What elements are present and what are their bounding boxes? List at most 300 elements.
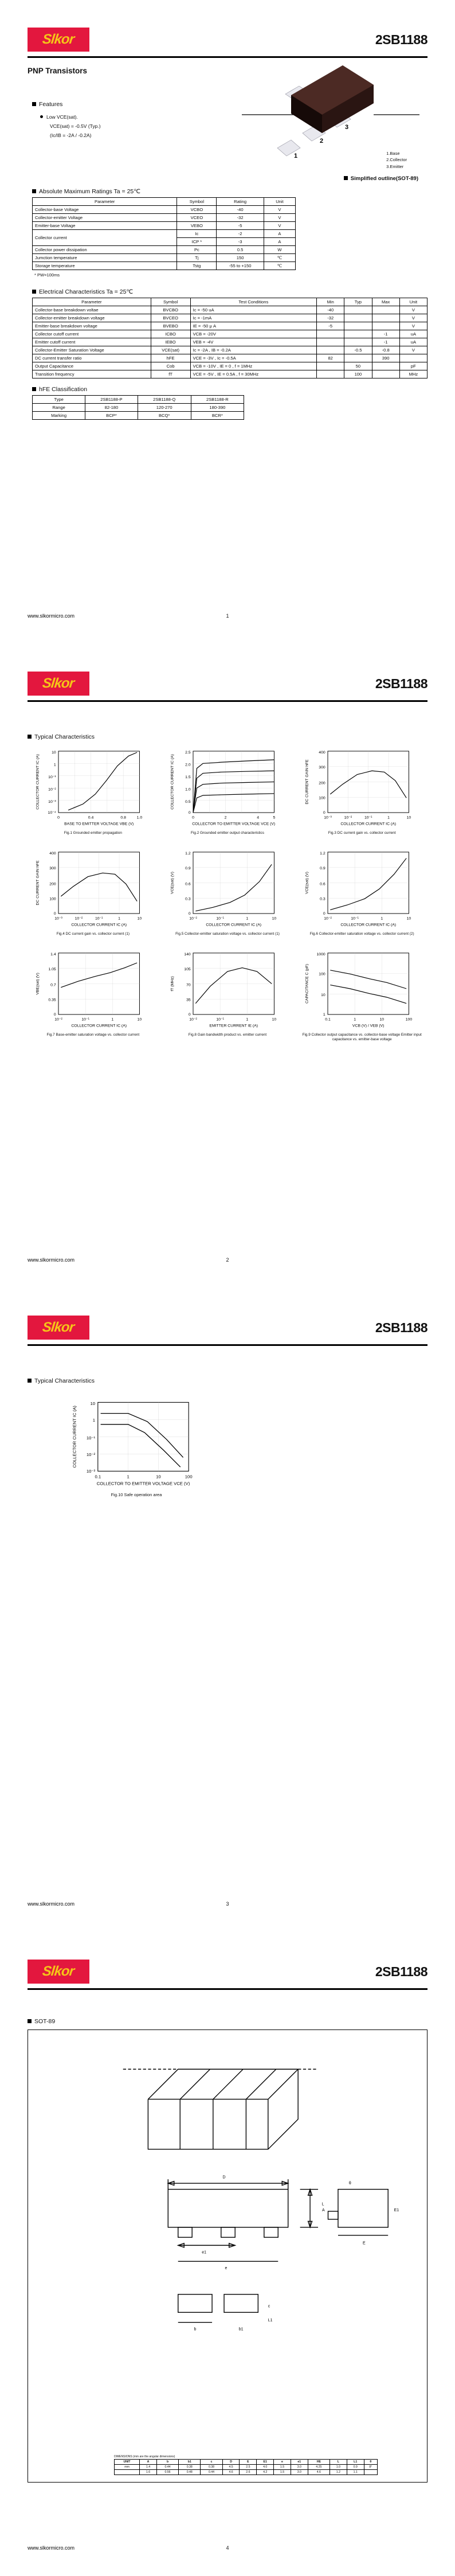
cell-value: 2SB1188-Q (138, 396, 191, 404)
svg-text:10⁻³: 10⁻³ (48, 799, 57, 804)
svg-text:1: 1 (111, 1017, 114, 1022)
svg-text:1.0: 1.0 (136, 815, 143, 820)
cell-min: 82 (317, 354, 344, 362)
cell-conditions: Ic = -50 uA (190, 306, 316, 314)
typical-heading-row (28, 1377, 427, 1384)
svg-text:10⁻²: 10⁻² (48, 787, 57, 792)
table-header-row (33, 298, 427, 306)
dim-cell: 0.44 (156, 2465, 178, 2470)
svg-text:EMITTER CURRENT IE (A): EMITTER CURRENT IE (A) (209, 1024, 258, 1028)
col-min: Min (317, 298, 344, 306)
cell-rating: 150 (217, 254, 264, 262)
table-row (33, 404, 244, 412)
svg-text:1: 1 (353, 1017, 356, 1022)
cell-parameter: Emitter-base breakdown voltage (33, 322, 151, 330)
cell-rating: -32 (217, 214, 264, 222)
cell-typ (344, 314, 372, 322)
cell-label: Marking (33, 412, 85, 420)
svg-text:fT (MHz): fT (MHz) (170, 976, 175, 992)
svg-text:35: 35 (186, 998, 191, 1002)
chart-fig2 (162, 744, 293, 844)
bullet-square-icon (28, 2019, 32, 2023)
hfe-classification-table (32, 395, 244, 420)
cell-value: 120-270 (138, 404, 191, 412)
chart-fig3 (296, 744, 427, 844)
simplified-outline-label: Simplified outline(SOT-89) (350, 175, 418, 182)
cell-value: BCQ* (138, 412, 191, 420)
cell-symbol: Ic (177, 230, 217, 238)
dim-col-c: c (201, 2460, 222, 2465)
svg-text:1: 1 (118, 916, 121, 921)
svg-text:1.2: 1.2 (319, 852, 325, 856)
svg-text:2.5: 2.5 (185, 751, 191, 755)
page-2 (0, 644, 455, 1288)
cell-parameter: Storage temperature (33, 262, 177, 270)
table-row (33, 370, 427, 378)
cell-min (317, 346, 344, 354)
bullet-square-icon (32, 189, 36, 193)
svg-text:140: 140 (184, 953, 191, 957)
cell-min (317, 338, 344, 346)
svg-text:VCE(sat) (V): VCE(sat) (V) (305, 872, 309, 894)
svg-text:100: 100 (318, 796, 325, 801)
svg-text:0.3: 0.3 (185, 897, 191, 901)
svg-text:200: 200 (49, 882, 57, 887)
svg-text:10: 10 (406, 916, 411, 921)
bullet-square-icon (32, 387, 36, 391)
col-unit: Unit (264, 198, 295, 206)
svg-text:0.7: 0.7 (50, 983, 57, 988)
dim-cell: 4.0 (257, 2465, 274, 2470)
abs-max-section (32, 188, 296, 283)
brand-logo (28, 672, 89, 696)
sot89-outline-section (28, 2018, 427, 2483)
svg-text:0.6: 0.6 (185, 882, 191, 887)
svg-text:70: 70 (186, 983, 191, 988)
abs-max-heading-row (32, 188, 296, 195)
svg-text:1: 1 (246, 1017, 249, 1022)
cell-unit: A (264, 230, 295, 238)
svg-text:4: 4 (257, 815, 260, 820)
brand-logo (28, 1316, 89, 1340)
svg-text:0.35: 0.35 (48, 998, 57, 1002)
feature-text: Low VCE(sat). (46, 114, 78, 120)
svg-text:b1: b1 (238, 2327, 244, 2332)
cell-typ: -0.5 (344, 346, 372, 354)
cell-value: BCP* (85, 412, 138, 420)
cell-conditions: VCE = -5V , IE = 0.5A , f = 30MHz (190, 370, 316, 378)
bullet-dot-icon (40, 115, 43, 118)
page-header (28, 672, 427, 707)
svg-text:105: 105 (184, 967, 191, 971)
fig9-plot (300, 946, 425, 1032)
cell-symbol: Tj (177, 254, 217, 262)
cell-unit: V (399, 346, 427, 354)
typical-heading-row (28, 733, 427, 740)
pin-3: 3.Emitter (386, 163, 404, 169)
svg-text:1: 1 (246, 916, 249, 921)
dim-cell: 1.5 (274, 2465, 291, 2470)
fig6-plot (300, 845, 425, 931)
pin-1: 1.Base (386, 151, 400, 156)
header-rule (28, 700, 427, 702)
features-list (40, 112, 204, 140)
svg-text:10⁻⁴: 10⁻⁴ (48, 811, 57, 815)
cell-parameter: Collector-emitter breakdown voltage (33, 314, 151, 322)
cell-symbol: fT (151, 370, 190, 378)
page-footer (28, 613, 427, 619)
svg-text:10: 10 (137, 916, 142, 921)
svg-text:COLLECTOR CURRENT IC (A): COLLECTOR CURRENT IC (A) (206, 923, 262, 927)
page-3 (0, 1288, 455, 1932)
footer-url[interactable]: www.slkormicro.com (28, 1901, 75, 1907)
svg-text:e: e (225, 2266, 227, 2271)
dim-col-HE: HE (308, 2460, 330, 2465)
cell-unit: MHz (399, 370, 427, 378)
svg-text:0: 0 (57, 815, 60, 820)
page-header (28, 1316, 427, 1351)
svg-text:10: 10 (406, 815, 411, 820)
cell-min (317, 362, 344, 370)
cell-min: -40 (317, 306, 344, 314)
cell-parameter: Collector-emitter Voltage (33, 214, 177, 222)
cell-unit: V (264, 222, 295, 230)
dim-col-b1: b1 (179, 2460, 201, 2465)
cell-unit: ℃ (264, 262, 295, 270)
cell-typ (344, 330, 372, 338)
dim-cell: 4.25 (308, 2465, 330, 2470)
footer-page-number: 3 (226, 1901, 229, 1907)
pin-assignment-list (386, 150, 407, 170)
svg-text:COLLECTOR CURRENT IC (A): COLLECTOR CURRENT IC (A) (71, 923, 127, 927)
cell-unit: V (264, 206, 295, 214)
page-title: PNP Transistors (28, 67, 88, 75)
elec-heading-row (32, 288, 427, 295)
svg-text:E: E (362, 2241, 366, 2246)
cell-conditions: VCB = -20V (190, 330, 316, 338)
fig10-plot (68, 1394, 205, 1491)
svg-text:DC CURRENT GAIN hFE: DC CURRENT GAIN hFE (36, 860, 41, 905)
svg-text:10: 10 (379, 1017, 384, 1022)
svg-text:10⁻¹: 10⁻¹ (216, 1017, 224, 1022)
svg-text:1.5: 1.5 (185, 775, 191, 779)
fig9-caption: Fig.9 Collector output capacitance vs. collector-base voltage Emitter input capacitance vs. emitter-base voltage (302, 1033, 422, 1041)
svg-text:0: 0 (323, 912, 325, 916)
cell-rating: -40 (217, 206, 264, 214)
svg-text:10⁻¹: 10⁻¹ (216, 916, 224, 921)
svg-text:100: 100 (49, 897, 57, 901)
cell-unit: A (264, 238, 295, 246)
electrical-table-body (33, 306, 427, 378)
table-row (115, 2465, 378, 2470)
cell-typ (344, 306, 372, 314)
cell-rating: -5 (217, 222, 264, 230)
table-row (33, 230, 296, 238)
cell-rating: 0.5 (217, 246, 264, 254)
cell-parameter: Collector cutoff current (33, 330, 151, 338)
sot89-mechanical-drawing (28, 2036, 428, 2403)
svg-text:300: 300 (318, 765, 325, 770)
svg-text:0.3: 0.3 (319, 897, 325, 901)
cell-symbol: VCBO (177, 206, 217, 214)
cell-conditions: Ic = -2A , IB = -0.2A (190, 346, 316, 354)
bullet-square-icon (28, 735, 32, 739)
fig7-caption: Fig.7 Base-emitter saturation voltage vs. collector current (46, 1033, 140, 1037)
dim-cell: 1.2 (330, 2470, 347, 2475)
bullet-square-icon (28, 1379, 32, 1383)
svg-text:10: 10 (272, 1017, 277, 1022)
svg-text:D: D (222, 2175, 226, 2180)
fig4-caption: Fig.4 DC current gain vs. collector current (1) (56, 932, 130, 936)
svg-text:0: 0 (54, 912, 57, 916)
dim-cell: 0.44 (201, 2470, 222, 2475)
fig3-caption: Fig.3 DC current gain vs. collector current (328, 831, 396, 835)
cell-symbol: BVEBO (151, 322, 190, 330)
table-row (33, 246, 296, 254)
table-row (33, 354, 427, 362)
cell-unit: V (399, 314, 427, 322)
dim-cell: 1.4 (140, 2465, 157, 2470)
table-row (33, 362, 427, 370)
fig5-caption: Fig.5 Collector-emitter saturation voltage vs. collector current (1) (175, 932, 280, 936)
svg-text:COLLECTOR TO EMITTER VOLTAGE: COLLECTOR TO EMITTER VOLTAGE VCE (V) (96, 1481, 190, 1486)
svg-text:10⁻¹: 10⁻¹ (48, 775, 57, 779)
fig10-caption: Fig.10 Safe operation area (111, 1492, 162, 1497)
typical-characteristics-section-2 (28, 1377, 427, 1505)
table-row (33, 262, 296, 270)
svg-text:0: 0 (192, 815, 194, 820)
fig1-plot (30, 744, 155, 830)
svg-text:100: 100 (405, 1017, 412, 1022)
footer-page-number: 4 (226, 2545, 229, 2551)
col-parameter: Parameter (33, 198, 177, 206)
svg-text:100: 100 (185, 1474, 193, 1480)
svg-text:10⁻¹: 10⁻¹ (364, 815, 372, 820)
part-number: 2SB1188 (375, 676, 427, 691)
page-footer (28, 1901, 427, 1907)
dim-col-unit: UNIT (115, 2460, 140, 2465)
dim-col-e1: e1 (291, 2460, 308, 2465)
table-header-row (115, 2460, 378, 2465)
fig2-caption: Fig.2 Grounded emitter output characteristics (191, 831, 264, 835)
footer-page-number: 1 (226, 613, 229, 619)
cell-unit (399, 354, 427, 362)
svg-text:A: A (322, 2208, 325, 2213)
col-max: Max (372, 298, 399, 306)
svg-text:θ: θ (348, 2181, 351, 2185)
cell-rating: -2 (217, 230, 264, 238)
dim-col-b: b (156, 2460, 178, 2465)
cell-unit: W (264, 246, 295, 254)
svg-text:10⁻¹: 10⁻¹ (95, 916, 103, 921)
chart-fig7 (28, 946, 159, 1045)
mechanical-drawing-box (28, 2029, 427, 2483)
svg-text:200: 200 (318, 781, 325, 786)
dim-cell: 0.9 (347, 2465, 364, 2470)
dim-col-L1: L1 (347, 2460, 364, 2465)
cell-min: -5 (317, 322, 344, 330)
cell-parameter: Transition frequency (33, 370, 151, 378)
svg-text:10⁻³: 10⁻³ (86, 1468, 95, 1474)
footer-url[interactable]: www.slkormicro.com (28, 1257, 75, 1263)
page-4 (0, 1932, 455, 2576)
cell-parameter: DC current transfer ratio (33, 354, 151, 362)
svg-text:10⁻³: 10⁻³ (323, 815, 332, 820)
col-rating: Rating (217, 198, 264, 206)
fig6-caption: Fig.6 Collector-emitter saturation voltage vs. collector current (2) (309, 932, 414, 936)
svg-text:b: b (194, 2327, 197, 2332)
table-row (33, 412, 244, 420)
cell-symbol: Cob (151, 362, 190, 370)
cell-unit: pF (399, 362, 427, 370)
cell-symbol: ICBO (151, 330, 190, 338)
cell-symbol: IEBO (151, 338, 190, 346)
cell-typ (344, 338, 372, 346)
cell-rating: -55 to +150 (217, 262, 264, 270)
cell-conditions: VCE = -3V , Ic = -0.5A (190, 354, 316, 362)
svg-text:0: 0 (54, 1013, 57, 1017)
svg-text:0: 0 (188, 1013, 191, 1017)
footer-url[interactable]: www.slkormicro.com (28, 613, 75, 619)
svg-text:300: 300 (49, 866, 57, 871)
page-1 (0, 0, 455, 644)
svg-text:BASE TO EMITTER VOLTAGE VBE (: BASE TO EMITTER VOLTAGE VBE (V) (64, 822, 134, 826)
cell-symbol: BVCBO (151, 306, 190, 314)
header-rule (28, 56, 427, 58)
cell-symbol: BVCEO (151, 314, 190, 322)
brand-logo-text: Slkor (42, 676, 75, 691)
cell-typ (344, 354, 372, 362)
svg-text:10⁻²: 10⁻² (189, 1017, 197, 1022)
col-symbol: Symbol (177, 198, 217, 206)
svg-text:10: 10 (52, 751, 57, 755)
svg-text:5: 5 (273, 815, 276, 820)
svg-text:0.1: 0.1 (95, 1474, 101, 1480)
cell-conditions: IE = -50 μ A (190, 322, 316, 330)
svg-text:1: 1 (323, 1013, 325, 1017)
electrical-characteristics-table (32, 298, 427, 378)
svg-text:0.8: 0.8 (120, 815, 127, 820)
brand-logo-text: Slkor (42, 32, 75, 47)
dim-col-theta: θ (364, 2460, 377, 2465)
svg-text:0.9: 0.9 (319, 866, 325, 871)
dim-col-E1: E1 (257, 2460, 274, 2465)
cell-symbol: VCEO (177, 214, 217, 222)
svg-text:L1: L1 (268, 2318, 273, 2323)
svg-text:CAPACITANCE C (pF): CAPACITANCE C (pF) (305, 963, 309, 1004)
svg-text:3: 3 (345, 124, 349, 131)
svg-text:COLLECTOR CURRENT IC (A): COLLECTOR CURRENT IC (A) (170, 754, 175, 810)
svg-text:10⁻²: 10⁻² (323, 916, 332, 921)
svg-text:0.5: 0.5 (185, 799, 191, 804)
cell-parameter: Emitter-base Voltage (33, 222, 177, 230)
simplified-outline-label-row (344, 175, 418, 182)
col-test-conditions: Test Conditions (190, 298, 316, 306)
dim-cell: 4.5 (222, 2465, 240, 2470)
svg-text:1: 1 (92, 1418, 95, 1423)
dim-cell: mm (115, 2465, 140, 2470)
features-heading-row (32, 101, 204, 108)
bullet-square-icon (32, 290, 36, 294)
page-header (28, 1960, 427, 1995)
dim-cell: 1.0 (330, 2465, 347, 2470)
cell-max: -1 (372, 330, 399, 338)
cell-parameter: Collector-base Voltage (33, 206, 177, 214)
dim-cell: 1.6 (140, 2470, 157, 2475)
electrical-characteristics-section (32, 288, 427, 378)
hfe-classification-section (32, 386, 244, 420)
chart-fig6 (296, 845, 427, 944)
svg-text:10: 10 (320, 993, 325, 997)
table-header-row (33, 198, 296, 206)
dim-col-E: E (240, 2460, 257, 2465)
features-heading: Features (39, 101, 63, 108)
dimensions-table-wrap (114, 2455, 378, 2475)
footer-url[interactable]: www.slkormicro.com (28, 2545, 75, 2551)
header-rule (28, 1344, 427, 1346)
sot89-heading: SOT-89 (34, 2018, 56, 2025)
chart-fig5 (162, 845, 293, 944)
cell-min (317, 330, 344, 338)
svg-text:1.0: 1.0 (185, 787, 191, 792)
svg-text:1: 1 (387, 815, 390, 820)
chart-fig1 (28, 744, 159, 844)
cell-label: Type (33, 396, 85, 404)
table-row (33, 206, 296, 214)
cell-parameter: Output Capacitance (33, 362, 151, 370)
svg-text:COLLECTOR CURRENT IC (A): COLLECTOR CURRENT IC (A) (36, 754, 41, 810)
dim-col-A: A (140, 2460, 157, 2465)
bullet-square-icon (32, 102, 36, 106)
svg-text:1: 1 (54, 763, 57, 767)
cell-min: -32 (317, 314, 344, 322)
svg-text:10: 10 (272, 916, 277, 921)
svg-text:10⁻³: 10⁻³ (54, 916, 63, 921)
svg-text:10: 10 (90, 1401, 95, 1407)
hfe-heading: hFE Classification (39, 386, 88, 393)
cell-parameter: Jumction temperature (33, 254, 177, 262)
svg-text:1: 1 (381, 916, 383, 921)
svg-text:L: L (321, 2202, 324, 2207)
cell-conditions: VCB = -10V , IE = 0 , f = 1MHz (190, 362, 316, 370)
svg-text:10⁻²: 10⁻² (189, 916, 197, 921)
cell-label: Range (33, 404, 85, 412)
dim-cell: 0.38 (201, 2465, 222, 2470)
cell-unit: V (399, 322, 427, 330)
table-row (33, 314, 427, 322)
cell-parameter: Collector power dissipation (33, 246, 177, 254)
cell-max: -1 (372, 338, 399, 346)
table-row (33, 254, 296, 262)
dim-cell: 2.5 (240, 2465, 257, 2470)
abs-max-heading: Absolute Maximum Ratings Ta = 25℃ (39, 188, 141, 195)
chart-fig4 (28, 845, 159, 944)
table-row (115, 2470, 378, 2475)
typical-heading: Typical Characteristics (34, 1377, 95, 1384)
page-footer (28, 2545, 427, 2551)
cell-parameter: Collector-Emitter Saturation Voltage (33, 346, 151, 354)
svg-text:10⁻²: 10⁻² (54, 1017, 63, 1022)
cell-rating: -3 (217, 238, 264, 246)
fig7-plot (30, 946, 155, 1032)
cell-unit: uA (399, 330, 427, 338)
header-rule (28, 1988, 427, 1990)
dim-cell: 0.38 (179, 2465, 201, 2470)
cell-typ: 100 (344, 370, 372, 378)
svg-text:VBE(sat) (V): VBE(sat) (V) (36, 973, 41, 995)
cell-max (372, 322, 399, 330)
brand-logo (28, 1960, 89, 1984)
